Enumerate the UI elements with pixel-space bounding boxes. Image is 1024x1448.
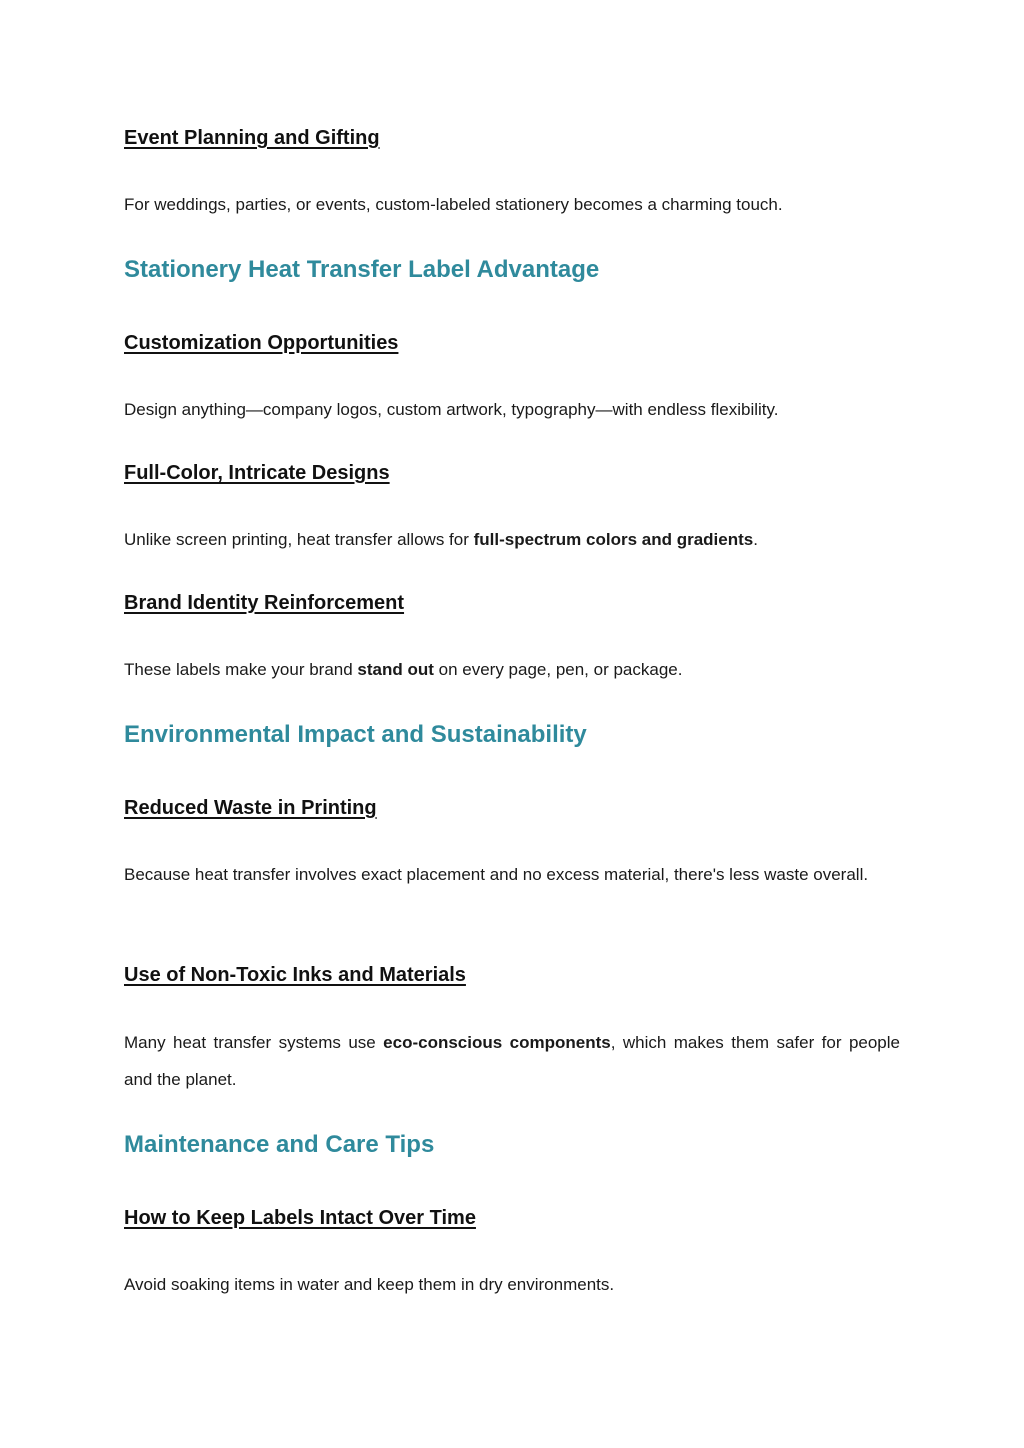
subheading-non-toxic-inks: Use of Non-Toxic Inks and Materials bbox=[124, 964, 466, 986]
text-run: , which makes them safer for people and the planet. bbox=[124, 1033, 900, 1089]
subheading-full-color: Full-Color, Intricate Designs bbox=[124, 462, 390, 484]
text-run: . bbox=[753, 530, 758, 549]
subheading-customization: Customization Opportunities bbox=[124, 332, 399, 354]
bold-phrase: stand out bbox=[357, 660, 434, 679]
paragraph-customization: Design anything—company logos, custom artwork, typography—with endless flexibility. bbox=[124, 400, 779, 419]
subheading-keep-labels-intact: How to Keep Labels Intact Over Time bbox=[124, 1207, 476, 1229]
paragraph-non-toxic-inks bbox=[124, 1024, 900, 1098]
document-page bbox=[124, 0, 900, 1448]
section-heading-environment: Environmental Impact and Sustainability bbox=[124, 721, 587, 748]
section-heading-advantage: Stationery Heat Transfer Label Advantage bbox=[124, 256, 600, 283]
paragraph-event-planning: For weddings, parties, or events, custom-labeled stationery becomes a charming touch. bbox=[124, 195, 783, 214]
bold-phrase: full-spectrum colors and gradients bbox=[473, 530, 754, 549]
subheading-reduced-waste: Reduced Waste in Printing bbox=[124, 797, 377, 819]
subheading-brand-identity: Brand Identity Reinforcement bbox=[124, 592, 405, 614]
paragraph-reduced-waste: Because heat transfer involves exact placement and no excess material, there's less waste overall. bbox=[124, 865, 869, 884]
paragraph-keep-labels-intact: Avoid soaking items in water and keep them in dry environments. bbox=[124, 1275, 615, 1294]
text-run: on every page, pen, or package. bbox=[433, 660, 683, 679]
text-run: Unlike screen printing, heat transfer allows for bbox=[124, 530, 474, 549]
subheading-event-planning: Event Planning and Gifting bbox=[124, 127, 380, 149]
paragraph-brand-identity bbox=[124, 651, 900, 688]
bold-phrase: eco-conscious components bbox=[383, 1033, 611, 1052]
paragraph-full-color bbox=[124, 521, 900, 558]
section-heading-maintenance: Maintenance and Care Tips bbox=[124, 1131, 435, 1158]
text-run: Many heat transfer systems use bbox=[124, 1033, 384, 1052]
text-run: These labels make your brand bbox=[124, 660, 358, 679]
